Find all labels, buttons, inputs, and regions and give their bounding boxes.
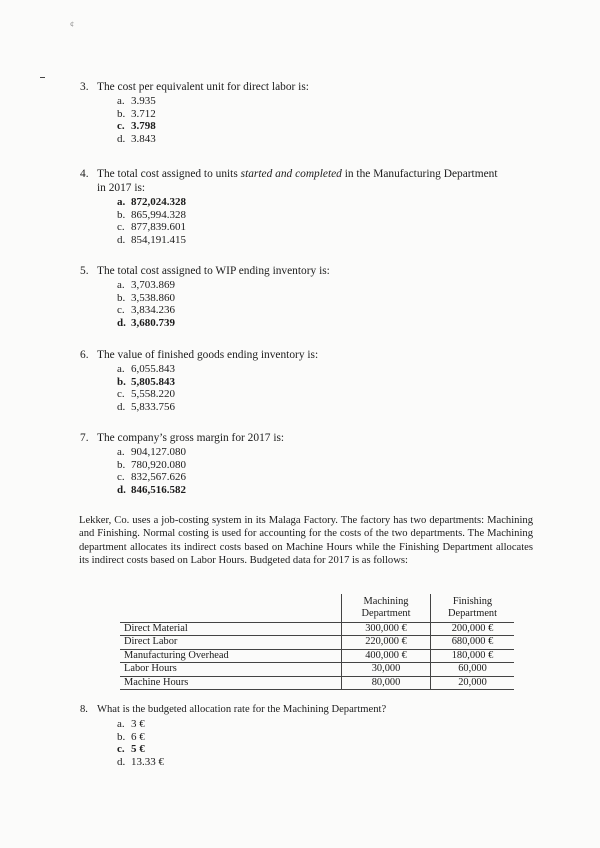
scan-speck: ¢ [70, 20, 74, 29]
finishing-value: 180,000 € [431, 649, 515, 662]
options-list [117, 363, 550, 413]
question-3 [80, 80, 550, 145]
option-d: d. 13.33 € [117, 755, 164, 768]
header-blank [120, 594, 342, 623]
question-stem: 4. The total cost assigned to units started and completed in the Manufacturing Department [80, 168, 498, 180]
row-label: Machine Hours [120, 676, 342, 689]
question-5 [80, 264, 550, 329]
machining-value: 300,000 € [342, 623, 431, 636]
table-row [120, 663, 514, 676]
options-list [117, 446, 550, 496]
row-label: Direct Material [120, 623, 342, 636]
header-finishing: Finishing Department [431, 594, 515, 623]
option-a: a. 6,055.843 [117, 363, 175, 375]
row-label: Direct Labor [120, 636, 342, 649]
header-machining: Machining Department [342, 594, 431, 623]
options-list [117, 95, 550, 145]
question-stem: 8. What is the budgeted allocation rate for the Machining Department? [80, 704, 387, 715]
option-d: d. 3,680.739 [117, 316, 175, 329]
machining-value: 80,000 [342, 676, 431, 689]
question-stem: 3. The cost per equivalent unit for direct labor is: [80, 81, 309, 93]
finishing-value: 680,000 € [431, 636, 515, 649]
option-c: c. 3,834.236 [117, 304, 175, 317]
option-b: b. 865,994.328 [117, 208, 186, 221]
option-a: a. 3,703.869 [117, 279, 175, 291]
option-b: b. 780,920.080 [117, 458, 186, 471]
machining-value: 220,000 € [342, 636, 431, 649]
table-row [120, 676, 514, 689]
table-row [120, 649, 514, 662]
machining-value: 400,000 € [342, 649, 431, 662]
case-paragraph: Lekker, Co. uses a job-costing system in its Malaga Factory. The factory has two departments: Machining and Finishing. Normal costing is used for accounting for the costs of the two departments. The Machining department allocates its indirect costs based on Machine Hours while the Finishing Department allocates its indirect costs based on Labor Hours. Budgeted data for 2017 is as follows: [79, 515, 533, 567]
option-d: d. 3.843 [117, 132, 156, 145]
row-label: Manufacturing Overhead [120, 649, 342, 662]
option-c: c. 5 € [117, 743, 145, 756]
finishing-value: 200,000 € [431, 623, 515, 636]
machining-value: 30,000 [342, 663, 431, 676]
option-c: c. 832,567.626 [117, 471, 186, 484]
table-header-row [120, 594, 514, 623]
option-a: a. 872,024.328 [117, 196, 186, 208]
budget-table [120, 594, 514, 690]
option-c: c. 5,558.220 [117, 388, 175, 401]
options-list [117, 196, 550, 246]
question-stem-continued: in 2017 is: [97, 182, 146, 194]
finishing-value: 20,000 [431, 676, 515, 689]
options-list [117, 718, 550, 768]
question-stem: 5. The total cost assigned to WIP ending inventory is: [80, 265, 330, 277]
option-d: d. 5,833.756 [117, 400, 175, 413]
row-label: Labor Hours [120, 663, 342, 676]
option-c: c. 877,839.601 [117, 221, 186, 234]
option-b: b. 5,805.843 [117, 375, 175, 388]
option-a: a. 3 € [117, 718, 145, 730]
option-a: a. 3.935 [117, 95, 156, 107]
question-7 [80, 431, 550, 496]
options-list [117, 279, 550, 329]
question-6 [80, 348, 550, 413]
option-d: d. 854,191.415 [117, 233, 186, 246]
question-8 [80, 703, 550, 768]
question-4 [80, 167, 550, 246]
margin-mark [40, 77, 45, 78]
table-row [120, 636, 514, 649]
finishing-value: 60,000 [431, 663, 515, 676]
option-c: c. 3.798 [117, 120, 156, 133]
question-stem: 6. The value of finished goods ending inventory is: [80, 349, 319, 361]
question-stem: 7. The company’s gross margin for 2017 is: [80, 432, 285, 444]
option-a: a. 904,127.080 [117, 446, 186, 458]
option-b: b. 3.712 [117, 107, 156, 120]
option-d: d. 846,516.582 [117, 483, 186, 496]
table-row [120, 623, 514, 636]
option-b: b. 3,538.860 [117, 291, 175, 304]
option-b: b. 6 € [117, 730, 145, 743]
